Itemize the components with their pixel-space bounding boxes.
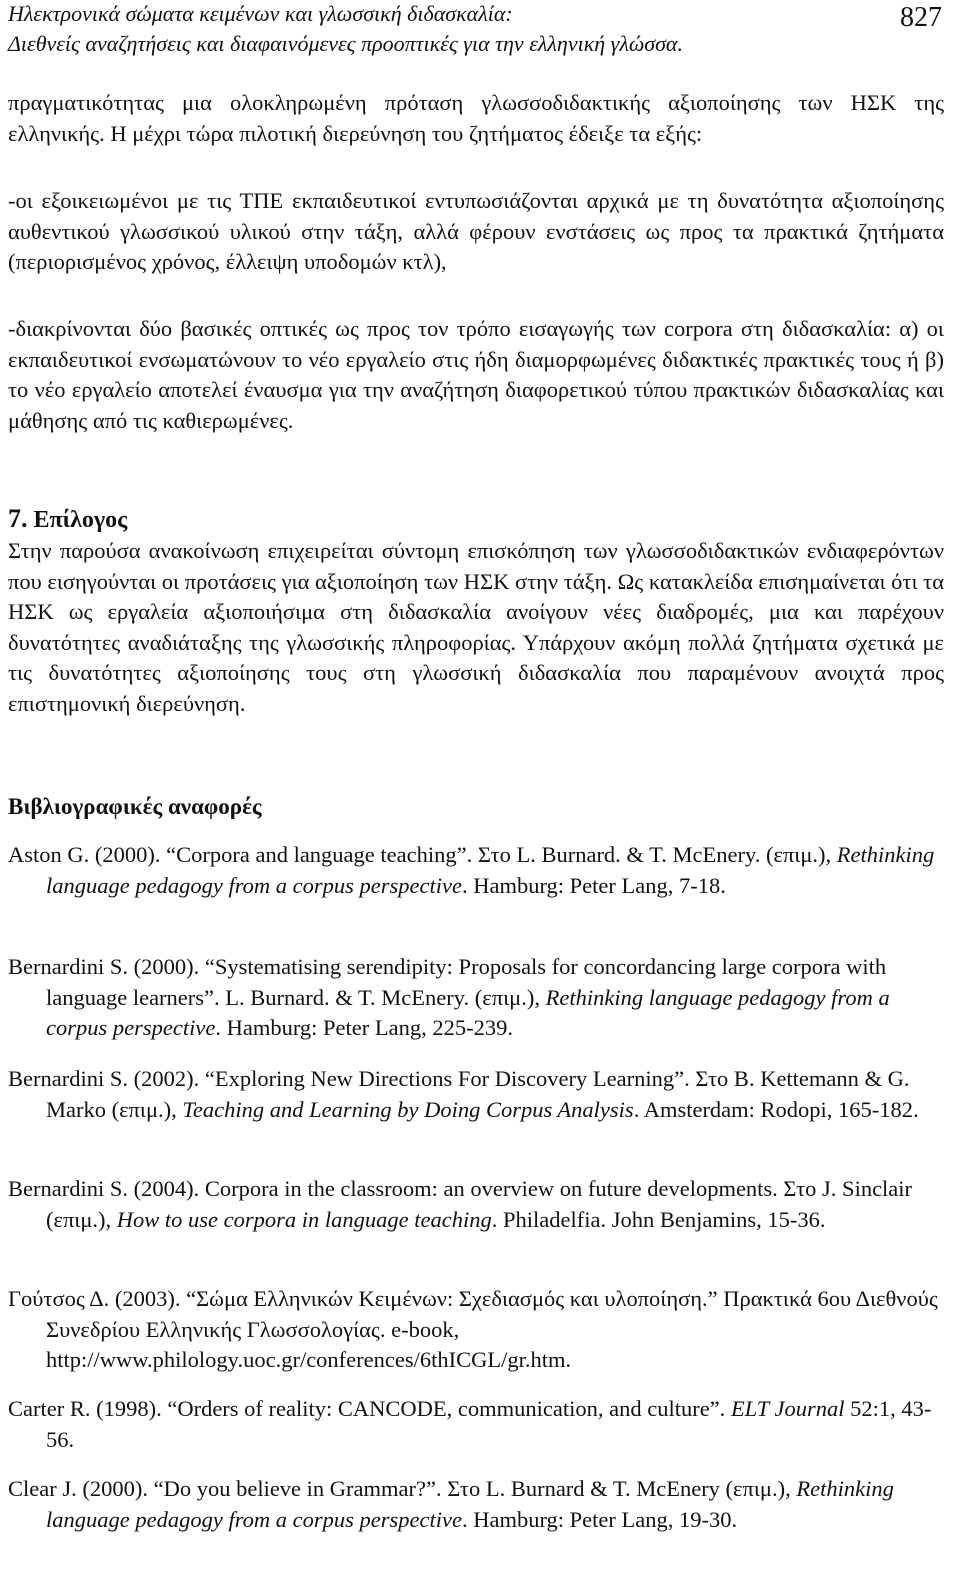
- running-header: [8, 0, 944, 70]
- reference-item: Bernardini S. (2002). “Exploring New Directions For Discovery Learning”. Στο B. Kettemann & G. Marko (επιμ.), Teaching and Learning by Doing Corpus Analysis. Amsterdam: Rodopi, 165-182.: [8, 1066, 919, 1122]
- running-header-line-1: Ηλεκτρονικά σώματα κειμένων και γλωσσική διδασκαλία:: [8, 1, 513, 26]
- body-paragraph-2: -οι εξοικειωμένοι με τις ΤΠΕ εκπαιδευτικοί εντυπωσιάζονται αρχικά με τη δυνατότητα αξιοποίησης αυθεντικού γλωσσικού υλικού στην τάξη, αλλά φέρουν ενστάσεις ως προς τα πρακτικά ζητήματα (περιορισμένος χρόνος, έλλειψη υποδομών κτλ),: [8, 188, 944, 275]
- running-header-line-2: Διεθνείς αναζητήσεις και διαφαινόμενες προοπτικές για την ελληνική γλώσσα.: [8, 31, 683, 56]
- references-heading: Βιβλιογραφικές αναφορές: [8, 794, 262, 819]
- reference-item: Bernardini S. (2004). Corpora in the classroom: an overview on future developments. Στο J. Sinclair (επιμ.), How to use corpora in language teaching. Philadelfia. John Benjamins, 15-36.: [8, 1176, 913, 1232]
- body-paragraph-1: πραγματικότητας μια ολοκληρωμένη πρόταση γλωσσοδιδακτικής αξιοποίησης των ΗΣΚ της ελληνικής. Η μέχρι τώρα πιλοτική διερεύνηση του ζητήματος έδειξε τα εξής:: [8, 90, 944, 146]
- section-number: 7.: [8, 504, 28, 533]
- document-page: [8, 0, 944, 1532]
- reference-item: Clear J. (2000). “Do you believe in Grammar?”. Στο L. Burnard & T. McEnery (επιμ.), Rethinking language pedagogy from a corpus perspective. Hamburg: Peter Lang, 19-30.: [8, 1476, 894, 1532]
- reference-item: Aston G. (2000). “Corpora and language teaching”. Στο L. Burnard. & T. McEnery. (επιμ.), Rethinking language pedagogy from a corpus perspective. Hamburg: Peter Lang, 7-18.: [8, 842, 935, 898]
- reference-item: Carter R. (1998). “Orders of reality: CANCODE, communication, and culture”. ELT Journal 52:1, 43-56.: [8, 1396, 932, 1452]
- conclusion-paragraph: Στην παρούσα ανακοίνωση επιχειρείται σύντομη επισκόπηση των γλωσσοδιδακτικών ενδιαφερόντων που εισηγούνται οι προτάσεις για αξιοποίηση των ΗΣΚ στην τάξη. Ως κατακλείδα επισημαίνεται ότι τα ΗΣΚ ως εργαλεία αξιοποιήσιμα στη διδασκαλία ανοίγουν νέες διαδρομές, μια και παρέχουν δυνατότητες αναδιάταξης της γλωσσικής πληροφορίας. Υπάρχουν ακόμη πολλά ζητήματα σχετικά με τις δυνατότητες αξιοποίησης τους στη γλωσσική διδασκαλία που παραμένουν ανοιχτά προς επιστημονική διερεύνηση.: [8, 538, 944, 716]
- body-paragraph-3: -διακρίνονται δύο βασικές οπτικές ως προς τον τρόπο εισαγωγής των corpora στη διδασκαλία: α) οι εκπαιδευτικοί ενσωματώνουν το νέο εργαλείο στις ήδη διαμορφωμένες διδακτικές πρακτικές τους ή β) το νέο εργαλείο αποτελεί έναυσμα για την αναζήτηση διαφορετικού τύπου πρακτικών διδασκαλίας και μάθησης από τις καθιερωμένες.: [8, 316, 944, 433]
- reference-item: Γούτσος Δ. (2003). “Σώμα Ελληνικών Κειμένων: Σχεδιασμός και υλοποίηση.” Πρακτικά 6ου Διεθνούς Συνεδρίου Ελληνικής Γλωσσολογίας. e-book, http://www.philology.uoc.gr/conferences/6thICGL/gr.htm.: [8, 1286, 938, 1373]
- section-title: Επίλογος: [33, 507, 128, 533]
- section-heading: [8, 504, 127, 535]
- reference-item: Bernardini S. (2000). “Systematising serendipity: Proposals for concordancing large corpora with language learners”. L. Burnard. & T. McEnery. (επιμ.), Rethinking language pedagogy from a corpus perspective. Hamburg: Peter Lang, 225-239.: [8, 954, 890, 1041]
- page-number: 827: [900, 2, 942, 33]
